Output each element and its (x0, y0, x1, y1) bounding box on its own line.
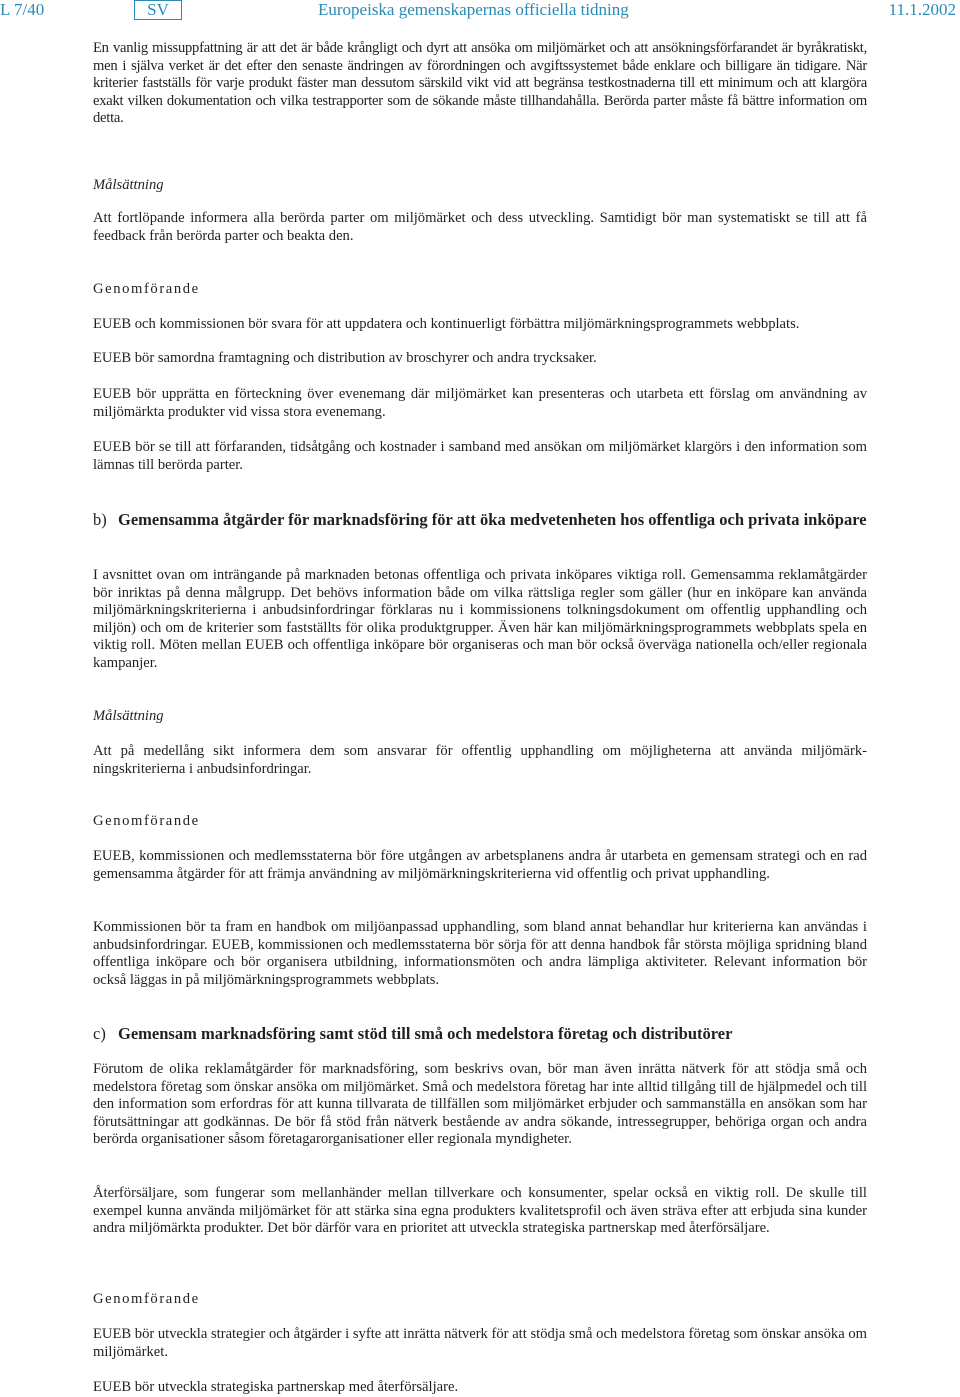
journal-title: Europeiska gemenskapernas officiella tidning (318, 0, 629, 19)
goal-paragraph: Att på medellång sikt informera dem som ansvarar för offentlig upphandling om möjligheterna att använda miljömärkningskriterierna i anbudsinfordringar. (93, 743, 867, 777)
goal-paragraph: Att fortlöpande informera alla berörda parter om miljömärket och dess utveckling. Samtidigt bör man systematiskt se till att få feedback från berörda parter och beakta den. (93, 210, 867, 244)
section-c-paragraph: Återförsäljare, som fungerar som mellanhänder mellan tillverkare och konsumenter, spelar också en viktig roll. De skulle till exempel kunna använda miljömärket för att stärka sina egna produkters kvalitetsprofil och även sträva efter att erbjuda sina kunder andra miljömärkta produkter. Det bör därför vara en prioritet att utveckla strategiska partnerskap med återförsäljare. (93, 1185, 867, 1237)
page-number: L 7/40 (0, 0, 45, 19)
implementation-paragraph: EUEB bör upprätta en förteckning över evenemang där miljömärket kan presenteras och utarbeta ett förslag om användning av miljömärkta produkter vid vissa stora evenemang. (93, 386, 867, 420)
section-c-paragraph: Förutom de olika reklamåtgärder för marknadsföring, som beskrivs ovan, bör man även inrätta nätverk för att stödja små och medelstora företag som önskar ansöka om miljömärket. Små och medelstora företag har inte alltid tillgång till de hjälpmedel och till den information som erfordras för att kunna tillvarata de tillfällen som miljömärket erbjuder och sammanställa en ansökan som har förutsättningar att godkännas. De bör få stöd från nätverk bestående av andra sökande, intressegrupper, behöriga organ och andra berörda organisationer såsom företagarorganisationer eller regionala myndigheter. (93, 1061, 867, 1148)
implementation-label: Genomförande (93, 1291, 200, 1307)
goal-label: Målsättning (93, 177, 164, 193)
section-heading-c (93, 1024, 867, 1044)
implementation-paragraph: EUEB bör se till att förfaranden, tidsåtgång och kostnader i samband med ansökan om miljömärket klargörs i den information som lämnas till berörda parter. (93, 439, 867, 473)
section-title: Gemensam marknadsföring samt stöd till små och medelstora företag och distributörer (118, 1024, 733, 1043)
implementation-label: Genomförande (93, 281, 200, 297)
issue-date: 11.1.2002 (888, 0, 956, 19)
implementation-paragraph: EUEB bör utveckla strategiska partnerskap med återförsäljare. (93, 1379, 459, 1395)
section-title: Gemensamma åtgärder för marknadsföring för att öka medvetenheten hos offentliga och privata inköpare (118, 510, 867, 529)
implementation-paragraph: EUEB och kommissionen bör svara för att uppdatera och kontinuerligt förbättra miljömärkningsprogrammets webbplats. (93, 316, 800, 332)
implementation-paragraph: EUEB, kommissionen och medlemsstaterna bör före utgången av arbetsplanens andra år utarbeta en gemensam strategi och en rad gemensamma åtgärder för att främja användning av miljömärkningskriterierna vid offentlig och privat upphandling. (93, 848, 867, 882)
section-letter: c) (93, 1024, 106, 1043)
implementation-paragraph: EUEB bör samordna framtagning och distribution av broschyrer och andra trycksaker. (93, 350, 597, 366)
section-heading-b (93, 510, 867, 530)
intro-paragraph: En vanlig missuppfattning är att det är både krångligt och dyrt att ansöka om miljömärket och att ansökningsförfarandet är byråkratiskt, men i själva verket är det efter den senaste ändringen av förordningen och avgiftssystemet både enklare och billigare än tidigare. När kriterier fastställs för varje produkt fäster man dessutom särskild vikt vid att begränsa testkostnaderna till ett minimum och att klargöra exakt vilken dokumentation och vilka testrapporter som de sökande måste tillhandahålla. Berörda parter måste få bättre information om detta. (93, 40, 867, 127)
goal-label: Målsättning (93, 708, 164, 724)
section-letter: b) (93, 510, 107, 529)
language-badge: SV (134, 0, 182, 20)
implementation-paragraph: Kommissionen bör ta fram en handbok om miljöanpassad upphandling, som bland annat behandlar hur kriterierna kan användas i anbudsinfordringar. EUEB, kommissionen och medlemsstaterna bör sörja för att denna handbok får största möjliga spridning bland offentliga inköpare och bör organisera utbildning, informationsmöten och andra lämpliga aktiviteter. Relevant information bör också läggas in på miljömärkningsprogrammets webbplats. (93, 919, 867, 988)
section-b-paragraph: I avsnittet ovan om inträngande på marknaden betonas offentliga och privata inköpares viktiga roll. Gemensamma reklamåtgärder bör inriktas på denna målgrupp. Det behövs information både om vilka rättsliga regler som gäller (hur en inköpare kan använda miljömärkningskriterierna i anbudsinfordringar förklaras nu i kommissionens tolkningsdokument om offentlig upphandling och miljön) och om de kriterier som fastställts för olika produktgrupper. Även här kan miljömärkningsprogrammets webbplats spela en viktig roll. Möten mellan EUEB och offentliga inköpare bör organiseras och man bör också överväga nationella och/eller regionala kampanjer. (93, 567, 867, 671)
implementation-paragraph: EUEB bör utveckla strategier och åtgärder i syfte att inrätta nätverk för att stödja små och medelstora företag som önskar ansöka om miljömärket. (93, 1326, 867, 1360)
implementation-label: Genomförande (93, 813, 200, 829)
